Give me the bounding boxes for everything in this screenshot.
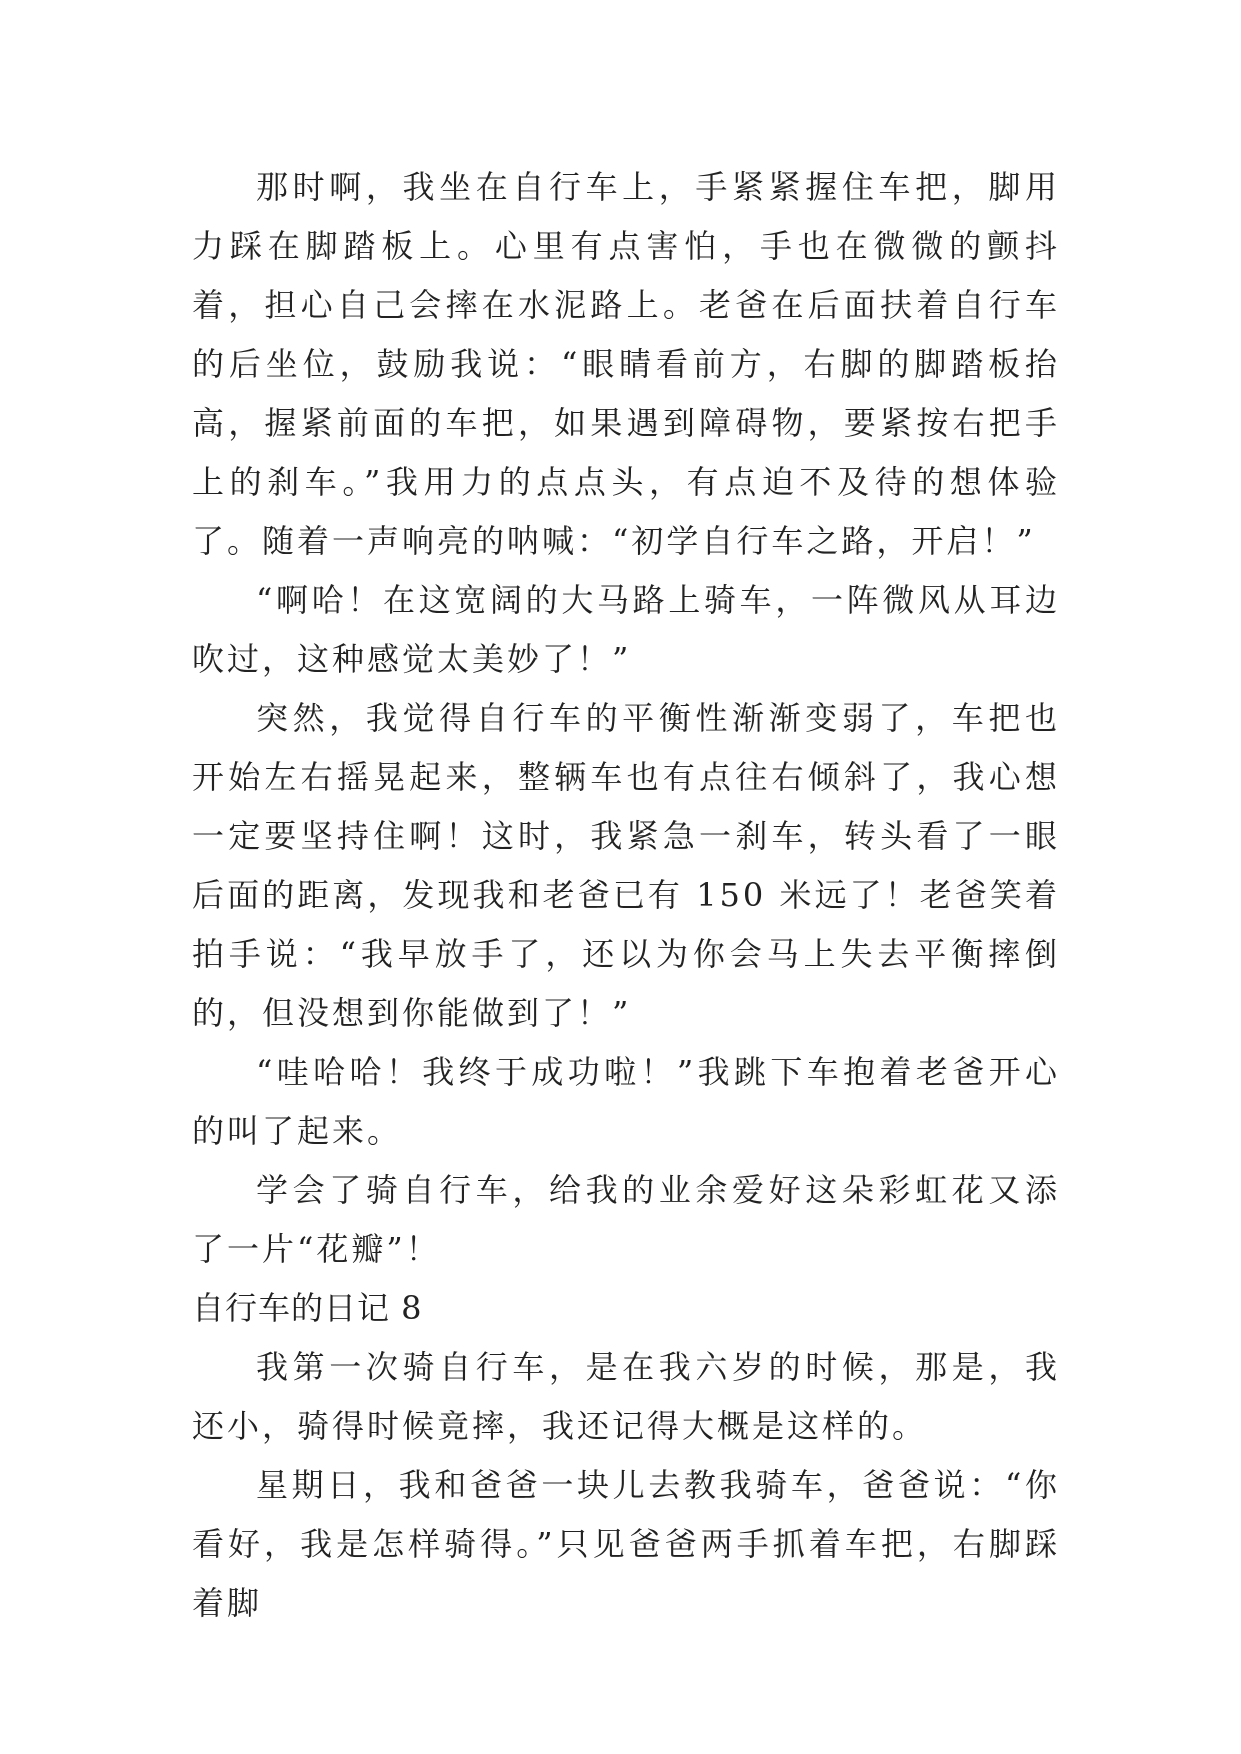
paragraph-4: “哇哈哈！我终于成功啦！”我跳下车抱着老爸开心的叫了起来。 bbox=[192, 1053, 1060, 1150]
paragraph-7: 星期日，我和爸爸一块儿去教我骑车，爸爸说：“你看好，我是怎样骑得。”只见爸爸两手抓着车把，右脚踩着脚 bbox=[192, 1466, 1060, 1622]
paragraph-6: 我第一次骑自行车，是在我六岁的时候，那是，我还小，骑得时候竟摔，我还记得大概是这样的。 bbox=[192, 1348, 1060, 1445]
paragraph-5: 学会了骑自行车，给我的业余爱好这朵彩虹花又添了一片“花瓣”！ bbox=[192, 1171, 1060, 1268]
paragraph-2: “啊哈！在这宽阔的大马路上骑车，一阵微风从耳边吹过，这种感觉太美妙了！” bbox=[192, 581, 1060, 678]
paragraph-1: 那时啊，我坐在自行车上，手紧紧握住车把，脚用力踩在脚踏板上。心里有点害怕，手也在微微的颤抖着，担心自己会摔在水泥路上。老爸在后面扶着自行车的后坐位，鼓励我说：“眼睛看前方，右脚的脚踏板抬高，握紧前面的车把，如果遇到障碍物，要紧按右把手上的刹车。”我用力的点点头，有点迫不及待的想体验了。随着一声响亮的呐喊：“初学自行车之路，开启！” bbox=[192, 168, 1060, 560]
paragraph-3: 突然，我觉得自行车的平衡性渐渐变弱了，车把也开始左右摇晃起来，整辆车也有点往右倾斜了，我心想一定要坚持住啊！这时，我紧急一刹车，转头看了一眼后面的距离，发现我和老爸已有 150 米远了！老爸笑着拍手说：“我早放手了，还以为你会马上失去平衡摔倒的，但没想到你能做到了！” bbox=[192, 699, 1060, 1032]
section-title: 自行车的日记 8 bbox=[192, 1289, 423, 1327]
document-body bbox=[192, 158, 1060, 1633]
